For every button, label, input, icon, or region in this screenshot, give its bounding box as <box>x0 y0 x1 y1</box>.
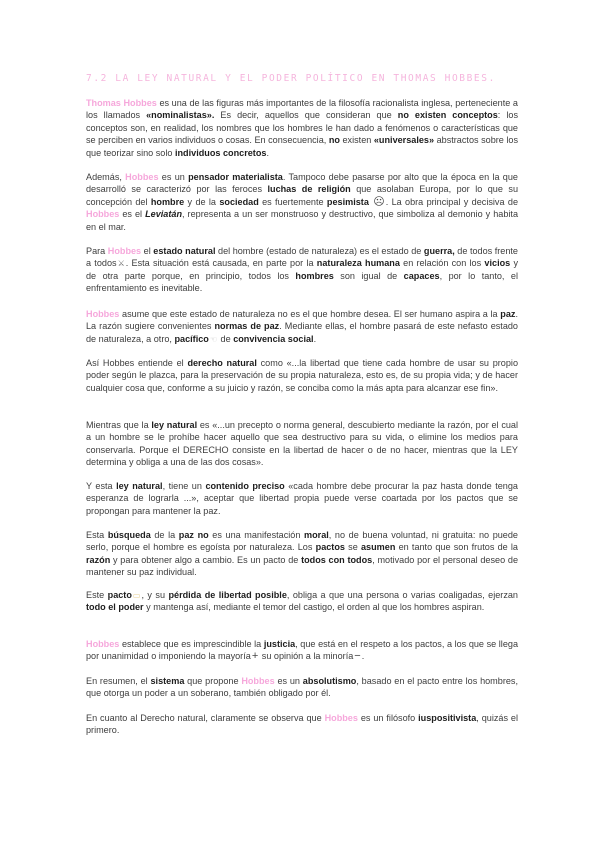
bold-term: justicia <box>263 639 296 649</box>
paragraph-4 <box>86 308 518 345</box>
paragraph-11 <box>86 675 518 700</box>
text-run: Mientras que la <box>86 420 152 430</box>
text-run: . <box>266 147 269 158</box>
bold-term: paz no <box>178 530 209 540</box>
plus-icon: + <box>251 650 259 663</box>
bold-term: pérdida de libertad posible <box>168 590 287 600</box>
text-run: , por lo tanto, el enfrentamiento es inevitable. <box>86 270 518 294</box>
bold-term: luchas de religión <box>267 184 351 195</box>
text-run: es el <box>119 209 146 220</box>
bold-term: pactos <box>315 542 345 553</box>
highlighted-name: Hobbes <box>86 639 120 649</box>
bold-term: pacto <box>107 590 132 600</box>
text-run: asume que este estado de naturaleza no es el que hombre desea. El ser humano aspira a la <box>119 309 501 319</box>
highlighted-name: Hobbes <box>241 676 275 686</box>
bold-term: pacífico <box>174 333 209 344</box>
text-run: establece que es imprescindible la <box>119 639 264 649</box>
bold-term: búsqueda <box>107 530 151 540</box>
bold-term: razón <box>86 554 111 565</box>
text-run: es «...un precepto o norma general, descubierto mediante la razón, por el cual a un hombre se le prohíbe hacer aquello que sea destructivo para su vida, o elimine los medios para conservarla. Porque el DERECHO consiste en la libertad de hacer o de no hacer, mientras que la LEY determina y obliga a una de las dos cosas». <box>86 420 519 468</box>
text-run: que propone <box>184 676 242 686</box>
bold-term: todos con todos <box>301 554 373 565</box>
bold-term: normas de paz <box>214 321 280 332</box>
text-run: es un filósofo <box>357 713 419 723</box>
text-run <box>369 197 372 207</box>
bold-term: asumen <box>361 542 396 553</box>
text-run: , obliga a que una persona o varias coaligadas, ejerzan <box>286 590 518 600</box>
bold-term: vicios <box>484 258 511 269</box>
paragraph-9 <box>86 589 518 614</box>
text-run: de todos frente a todos <box>86 246 518 269</box>
bold-term: guerra, <box>423 246 455 256</box>
section-title: 7.2 LA LEY NATURAL Y EL PODER POLÍTICO EN THOMAS HOBBES. <box>86 73 496 84</box>
paragraph-10 <box>86 638 518 663</box>
bold-term: capaces <box>403 270 440 281</box>
bold-term: no <box>328 135 340 146</box>
text-run: , y su <box>141 590 169 600</box>
text-run: Y esta <box>86 481 117 491</box>
text-run: se <box>344 542 361 553</box>
text-run: «cada hombre debe procurar la paz hasta donde tenga esperanza de lograrla ...», aceptar que libertad propia puede verse coartada por los pactos que se propongan para mantener la paz. <box>86 481 518 516</box>
text-run: Además, <box>86 172 126 182</box>
peace-hand-icon: ☜ <box>209 334 218 344</box>
highlighted-name: Hobbes <box>107 246 142 256</box>
bold-term: «nominalistas». <box>146 110 215 121</box>
paragraph-8 <box>86 529 518 579</box>
note-icon: ▭ <box>132 591 141 600</box>
crossed-swords-icon: ⚔ <box>117 259 125 269</box>
highlighted-name: Thomas Hobbes <box>86 98 157 108</box>
bold-term: «universales» <box>373 135 435 146</box>
text-run: . Mediante ellas, el hombre pasará de este nefasto estado de naturaleza, a otro, <box>86 321 518 344</box>
bold-term: sociedad <box>219 196 259 207</box>
bold-term: sistema <box>150 676 185 686</box>
bold-term: Leviatán <box>145 209 183 220</box>
minus-icon: − <box>354 650 361 663</box>
text-run: es una de las figuras más importantes de la filosofía racionalista inglesa, perteneciente a los llamados <box>86 98 518 121</box>
text-run: . Tampoco debe pasarse por alto que la época en la que desarrolló se caracterizó por las feroces <box>86 172 518 195</box>
text-run: su opinión a la minoría <box>259 651 354 662</box>
text-run: En resumen, el <box>86 676 151 686</box>
bold-term: ley natural <box>116 481 163 491</box>
paragraph-2 <box>86 171 518 233</box>
text-run: y para obtener algo a cambio. Es un pacto de <box>110 554 302 565</box>
text-run: de la <box>150 530 179 540</box>
bold-term: convivencia social <box>233 333 314 344</box>
text-run: es una manifestación <box>208 530 305 540</box>
text-run: , no de buena voluntad, ni gratuita: no puede serlo, porque el hombre es egoísta por naturaleza. Los <box>86 530 518 553</box>
bold-term: ley natural <box>151 420 198 430</box>
text-run: y de la <box>184 196 220 207</box>
text-run: abstractos sobre los que teorizar sino solo <box>86 135 519 158</box>
text-run: en relación con los <box>399 258 485 269</box>
text-run: que asolaban Europa, por lo que su concepción del <box>86 184 519 207</box>
text-run: Es decir, aquellos que consideran que <box>214 110 398 121</box>
text-run: . <box>313 333 317 344</box>
text-run: En cuanto al Derecho natural, claramente se observa que <box>86 713 325 723</box>
text-run: es un <box>274 676 303 686</box>
text-run: Esta <box>86 530 108 540</box>
text-run: , basado en el pacto entre los hombres, que otorga un poder a un soberano, también obligado por él. <box>86 676 518 699</box>
text-run: . <box>361 651 365 662</box>
highlighted-name: Hobbes <box>86 309 120 319</box>
text-run: el <box>141 246 154 256</box>
bold-term: pensador materialista <box>188 172 283 182</box>
bold-term: hombre <box>150 196 185 207</box>
bold-term: paz <box>500 309 516 319</box>
bold-term: no existen conceptos <box>397 110 498 121</box>
text-run: . Esta situación está causada, en parte por la <box>125 258 317 269</box>
text-run: como «...la libertad que tiene cada hombre de usar su propio poder según le plazca, para la preservación de su propia naturaleza, esto es, de su propia vida; y de hacer cualquier cosa que, conforme a su juicio y razón, se conciba como la más apta para alcanzar ese fin». <box>86 358 518 393</box>
bold-term: estado natural <box>153 246 216 256</box>
text-run: en tanto que son frutos de la <box>395 542 518 553</box>
text-run: . La obra principal y decisiva de <box>385 196 518 207</box>
text-run: Así Hobbes entiende el <box>86 358 188 368</box>
sad-face-icon: ☹ <box>373 195 385 208</box>
text-run: y de otra parte porque, en principio, todos los <box>86 258 519 281</box>
text-run: . La razón sugiere convenientes <box>86 309 518 332</box>
text-run: del hombre (estado de naturaleza) es el estado de <box>215 246 424 256</box>
highlighted-name: Hobbes <box>324 713 358 723</box>
paragraph-5 <box>86 357 518 394</box>
bold-term: contenido preciso <box>205 481 285 491</box>
bold-term: absolutismo <box>302 676 357 686</box>
bold-term: naturaleza humana <box>316 258 400 269</box>
paragraph-1 <box>86 97 518 159</box>
bold-term: todo el poder <box>86 602 144 613</box>
highlighted-name: Hobbes <box>125 172 159 182</box>
text-run: Para <box>86 246 108 256</box>
text-run: existen <box>339 135 374 146</box>
paragraph-12 <box>86 712 518 737</box>
bold-term: individuos concretos <box>174 147 267 158</box>
bold-term: pesimista <box>326 196 369 207</box>
bold-term: derecho natural <box>187 358 257 368</box>
text-run: y mantenga así, mediante el temor del castigo, el orden al que los hombres aspiran. <box>143 602 485 613</box>
text-run: son igual de <box>333 270 404 281</box>
bold-term: hombres <box>295 270 334 281</box>
text-run: , que está en el respeto a los pactos, a los que se llega por unanimidad o imponiendo la mayoría <box>86 639 518 662</box>
text-run: Este <box>86 590 108 600</box>
highlighted-name: Hobbes <box>86 209 120 220</box>
text-run: de <box>218 333 234 344</box>
text-run: , quizás el primero. <box>86 713 518 736</box>
bold-term: moral <box>304 530 329 540</box>
text-run: , tiene un <box>162 481 206 491</box>
paragraph-6 <box>86 419 518 469</box>
text-run: es un <box>158 172 189 182</box>
text-run: : los conceptos son, en realidad, los nombres que los hombres le han dado a fenómenos o características que se perciben en varios individuos o cosas. En consecuencia, <box>86 110 518 146</box>
bold-term: iuspositivista <box>418 713 477 723</box>
text-run: es fuertemente <box>258 196 327 207</box>
text-run: , motivado por el personal deseo de mantener su paz individual. <box>86 554 518 578</box>
paragraph-7 <box>86 480 518 517</box>
paragraph-3 <box>86 245 518 295</box>
text-run: , representa a un ser monstruoso y destructivo, que simboliza al demonio y habita en el mar. <box>86 209 518 232</box>
